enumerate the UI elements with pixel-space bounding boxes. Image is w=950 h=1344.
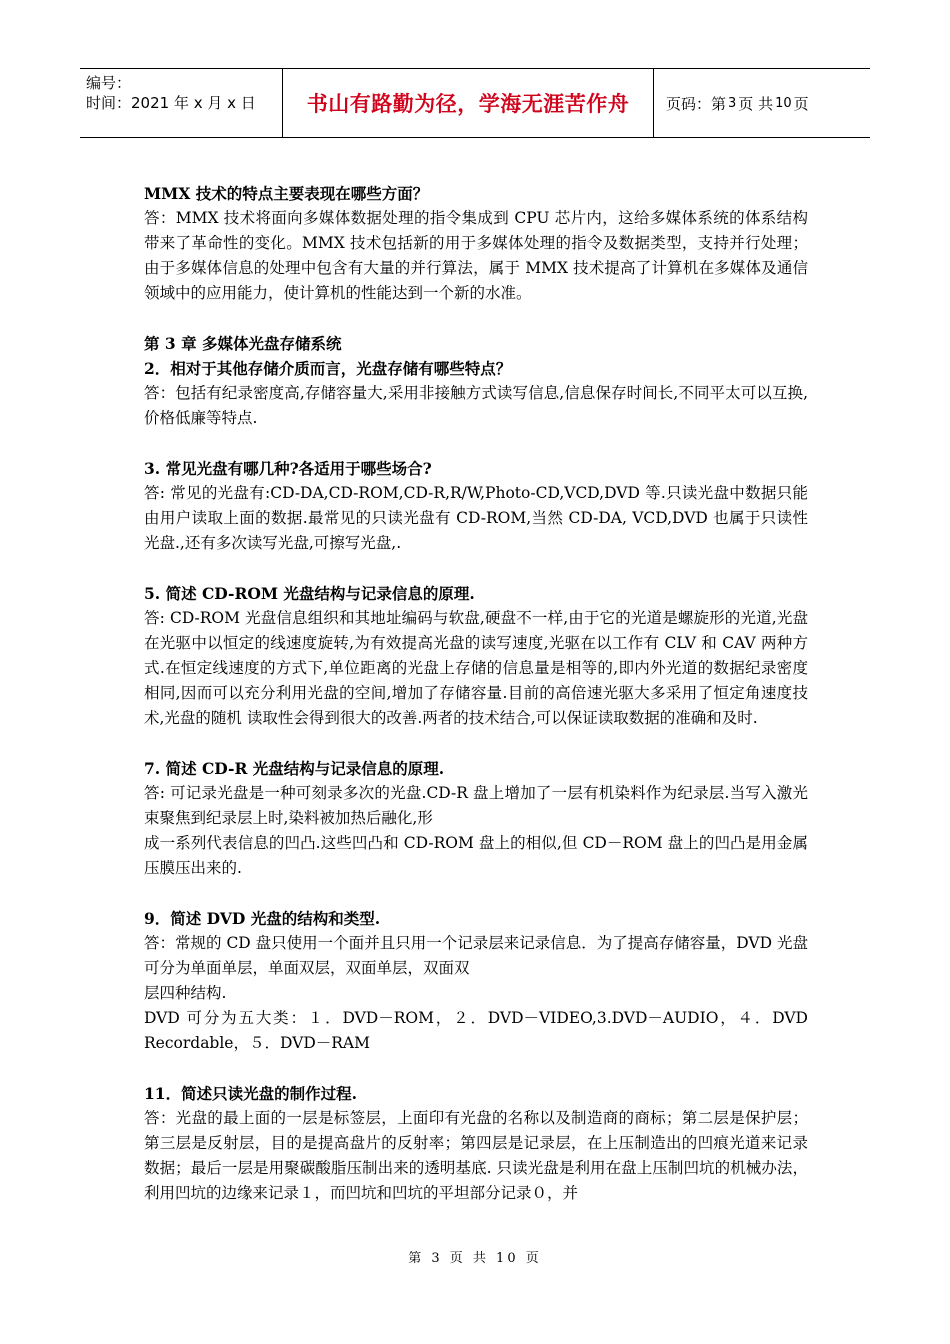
question-title: 3. 常见光盘有哪几种?各适用于哪些场合? <box>144 459 432 478</box>
document-body <box>144 181 808 1206</box>
total-pages: 10 <box>775 95 792 111</box>
question-title: 7. 简述 CD-R 光盘结构与记录信息的原理. <box>144 759 445 778</box>
document-number-label: 编号： <box>86 74 132 92</box>
answer-text: 成一系列代表信息的凹凸.这些凹凸和 CD-ROM 盘上的相似,但 CD－ROM 盘上的凹凸是用金属压膜压出来的. <box>144 834 808 877</box>
document-date: 时间：2021 年 x 月 x 日 <box>86 94 256 112</box>
answer-text: 层四种结构. <box>144 984 227 1002</box>
answer-text: DVD 可分为五大类：１．DVD－ROM，２．DVD－VIDEO,3.DVD－AUDIO，４．DVD Recordable，５．DVD－RAM <box>144 1009 808 1052</box>
page-header <box>80 68 870 138</box>
answer-text: 答: CD-ROM 光盘信息组织和其地址编码与软盘,硬盘不一样,由于它的光道是螺旋形的光道,光盘在光驱中以恒定的线速度旋转,为有效提高光盘的读写速度,光驱在以工作有 CLV 和 CAV 两种方式.在恒定线速度的方式下,单位距离的光盘上存储的信息量是相等的,即内外光道的数据纪录密度相同,因而可以充分利用光盘的空间,增加了存储容量.目前的高倍速光驱大多采用了恒定角速度技术,光盘的随机 读取性会得到很大的改善.两者的技术结合,可以保证读取数据的准确和及时. <box>144 609 808 727</box>
answer-text: 答: 可记录光盘是一种可刻录多次的光盘.CD-R 盘上增加了一层有机染料作为纪录层.当写入激光束聚焦到纪录层上时,染料被加热后融化,形 <box>144 784 808 827</box>
answer-text: 答：包括有纪录密度高,存储容量大,采用非接触方式读写信息,信息保存时间长,不同平太可以互换,价格低廉等特点. <box>144 384 808 427</box>
chapter-heading: 第 3 章 多媒体光盘存储系统 <box>144 334 342 353</box>
current-page: 3 <box>728 95 737 111</box>
answer-text: 答：MMX 技术将面向多媒体数据处理的指令集成到 CPU 芯片内，这给多媒体系统的体系结构带来了革命性的变化。MMX 技术包括新的用于多媒体处理的指令及数据类型，支持并行处理；由于多媒体信息的处理中包含有大量的并行算法，属于 MMX 技术提高了计算机在多媒体及通信领域中的应用能力，使计算机的性能达到一个新的水准。 <box>144 209 808 302</box>
answer-text: 答: 常见的光盘有:CD-DA,CD-ROM,CD-R,R/W,Photo-CD,VCD,DVD 等.只读光盘中数据只能由用户读取上面的数据.最常见的只读光盘有 CD-ROM,当然 CD-DA, VCD,DVD 也属于只读性光盘.,还有多次读写光盘,可擦写光盘,. <box>144 484 808 552</box>
answer-text: 答：常规的 CD 盘只使用一个面并且只用一个记录层来记录信息．为了提高存储容量，DVD 光盘可分为单面单层，单面双层，双面单层，双面双 <box>144 934 808 977</box>
answer-text: 答：光盘的最上面的一层是标签层，上面印有光盘的名称以及制造商的商标；第二层是保护层；第三层是反射层，目的是提高盘片的反射率；第四层是记录层，在上压制造出的凹痕光道来记录数据；最后一层是用聚碳酸脂压制出来的透明基底. 只读光盘是利用在盘上压制凹坑的机械办法，利用凹坑的边缘来记录１，而凹坑和凹坑的平坦部分记录０，并 <box>144 1109 808 1202</box>
header-meta <box>80 69 282 137</box>
header-page-number: 页码：第 3 页 共 10 页 <box>666 94 809 113</box>
page-footer: 第 3 页 共 10 页 <box>408 1251 542 1266</box>
question-title: 9．简述 DVD 光盘的结构和类型. <box>144 909 381 928</box>
question-title: MMX 技术的特点主要表现在哪些方面？ <box>144 184 429 203</box>
question-title: 11．简述只读光盘的制作过程. <box>144 1084 357 1103</box>
header-motto: 书山有路勤为径，学海无涯苦作舟 <box>282 69 654 137</box>
question-title: 2．相对于其他存储介质而言，光盘存储有哪些特点？ <box>144 359 512 378</box>
question-title: 5. 简述 CD-ROM 光盘结构与记录信息的原理. <box>144 584 475 603</box>
